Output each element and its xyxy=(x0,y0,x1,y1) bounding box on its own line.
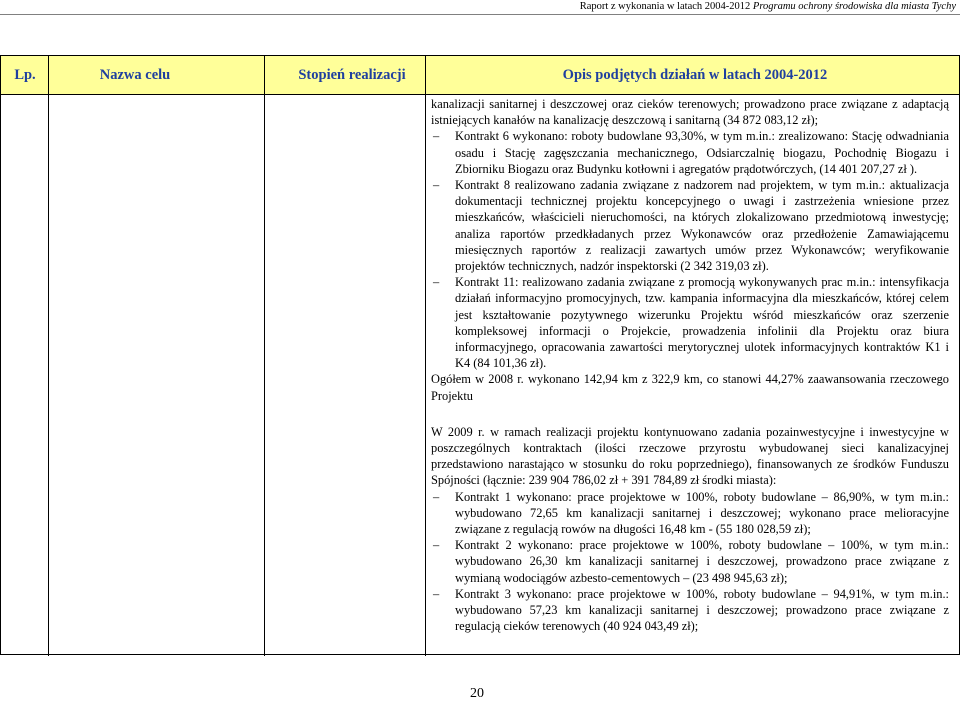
header-stopien-realizacji: Stopień realizacji xyxy=(298,67,406,83)
list-item xyxy=(431,128,949,177)
column-divider xyxy=(264,56,265,656)
header-title xyxy=(580,0,956,13)
page-number: 20 xyxy=(470,686,484,701)
column-divider xyxy=(425,56,426,656)
list-item-text: Kontrakt 6 wykonano: roboty budowlane 93,30%, w tym m.in.: zrealizowano: Stację odwadniania osadu i Stację zagęszczania mechanicznego, Odsiarczalnię biogazu, Pochodnię Biogazu i Zbiorniku Biogazu oraz Budynku kotłowni i agregatów prądotwórczych, (14 401 207,27 zł ). xyxy=(455,129,949,176)
dash-bullet: – xyxy=(433,178,440,193)
dash-bullet: – xyxy=(433,586,440,601)
dash-bullet: – xyxy=(433,489,440,504)
header-lp: Lp. xyxy=(14,67,36,83)
list-item xyxy=(431,586,949,635)
dash-bullet: – xyxy=(433,538,440,553)
report-table xyxy=(0,55,960,655)
table-header-row xyxy=(1,56,959,95)
list-item xyxy=(431,537,949,586)
list-item-text: Kontrakt 3 wykonano: prace projektowe w 100%, roboty budowlane – 94,91%, w tym m.in.: wybudowano 57,23 km kanalizacji sanitarnej i deszczowej; prowadzono prace związane z regulacją cieków terenowych (40 924 043,49 zł); xyxy=(455,586,949,634)
list-item-text: Kontrakt 8 realizowano zadania związane z nadzorem nad projektem, w tym m.in.: aktualizacja dokumentacji technicznej projektu koncepcyjnego o uwagi i zastrzeżenia wniesione przez mieszkańców, właścicieli nieruchomości, na których zlokalizowano przedmiotową inwestycję; analiza raportów przedkładanych przez Wykonawców oraz przedłożenie Zamawiającemu miesięcznych raportów z realizacji zawartych umów przez Wykonawców; weryfikowanie projektów technicznych, nadzór inspektorski (2 342 319,03 zł). xyxy=(455,178,949,274)
dash-bullet: – xyxy=(433,129,440,144)
list-item-text: Kontrakt 2 wykonano: prace projektowe w 100%, roboty budowlane – 100%, w tym m.in.: wybudowano 26,30 km kanalizacji sanitarnej i deszczowej, prowadzono prace związane z wymianą wodociągów azbesto-cementowych – (23 498 945,63 zł); xyxy=(455,538,949,585)
column-divider xyxy=(48,56,49,656)
list-item-text: Kontrakt 11: realizowano zadania związane z promocją wykonywanych prac m.in.: intensyfikacja działań informacyjno promocyjnych, tzw. kampania informacyjna dla mieszkańców, której celem jest kształtowanie pozytywnego wizerunku Projektu wśród mieszkańców oraz szerzenie kompleksowej informacji o Projekcie, prowadzenia infolinii dla Projektu oraz biura informacyjnego, opracowania zawartości merytorycznej ulotek informacyjnych kontraktów K1 i K4 (84 101,36 zł). xyxy=(455,275,949,371)
dash-bullet: – xyxy=(433,275,440,290)
description-cell xyxy=(431,96,949,635)
list-item-text: Kontrakt 1 wykonano: prace projektowe w 100%, roboty budowlane – 86,90%, w tym m.in.: wybudowano 72,65 km kanalizacji sanitarnej i deszczowej; wykonano prace melioracyjne związane z regulacją rowów na długości 16,48 km - (55 180 028,59 zł); xyxy=(455,489,949,537)
header-program-name: Programu ochrony środowiska dla miasta Tychy xyxy=(752,1,956,12)
list-item xyxy=(431,177,949,274)
list-item xyxy=(431,274,949,371)
header-prefix: Raport z wykonania w latach 2004-2012 xyxy=(579,1,753,12)
paragraph: Ogółem w 2008 r. wykonano 142,94 km z 322,9 km, co stanowi 44,27% zaawansowania rzeczowego Projektu xyxy=(431,372,949,403)
paragraph: W 2009 r. w ramach realizacji projektu kontynuowano zadania pozainwestycyjne i inwestycyjne w poszczególnych kontraktach (ilości rzeczowe przyrostu wybudowanej sieci kanalizacyjnej przedstawiono narastająco w stosunku do roku poprzedniego), finansowanych ze środków Funduszu Spójności (łącznie: 239 904 786,02 zł + 391 784,89 zł środki miasta): xyxy=(431,424,949,488)
page-header xyxy=(0,0,960,15)
header-opis: Opis podjętych działań w latach 2004-2012 xyxy=(562,67,828,83)
header-nazwa-celu: Nazwa celu xyxy=(99,67,171,83)
list-item xyxy=(431,489,949,538)
paragraph: kanalizacji sanitarnej i deszczowej oraz cieków terenowych; prowadzono prace związane z adaptacją istniejących kanałów na kanalizację deszczową i sanitarną (34 872 083,12 zł); xyxy=(431,97,949,128)
